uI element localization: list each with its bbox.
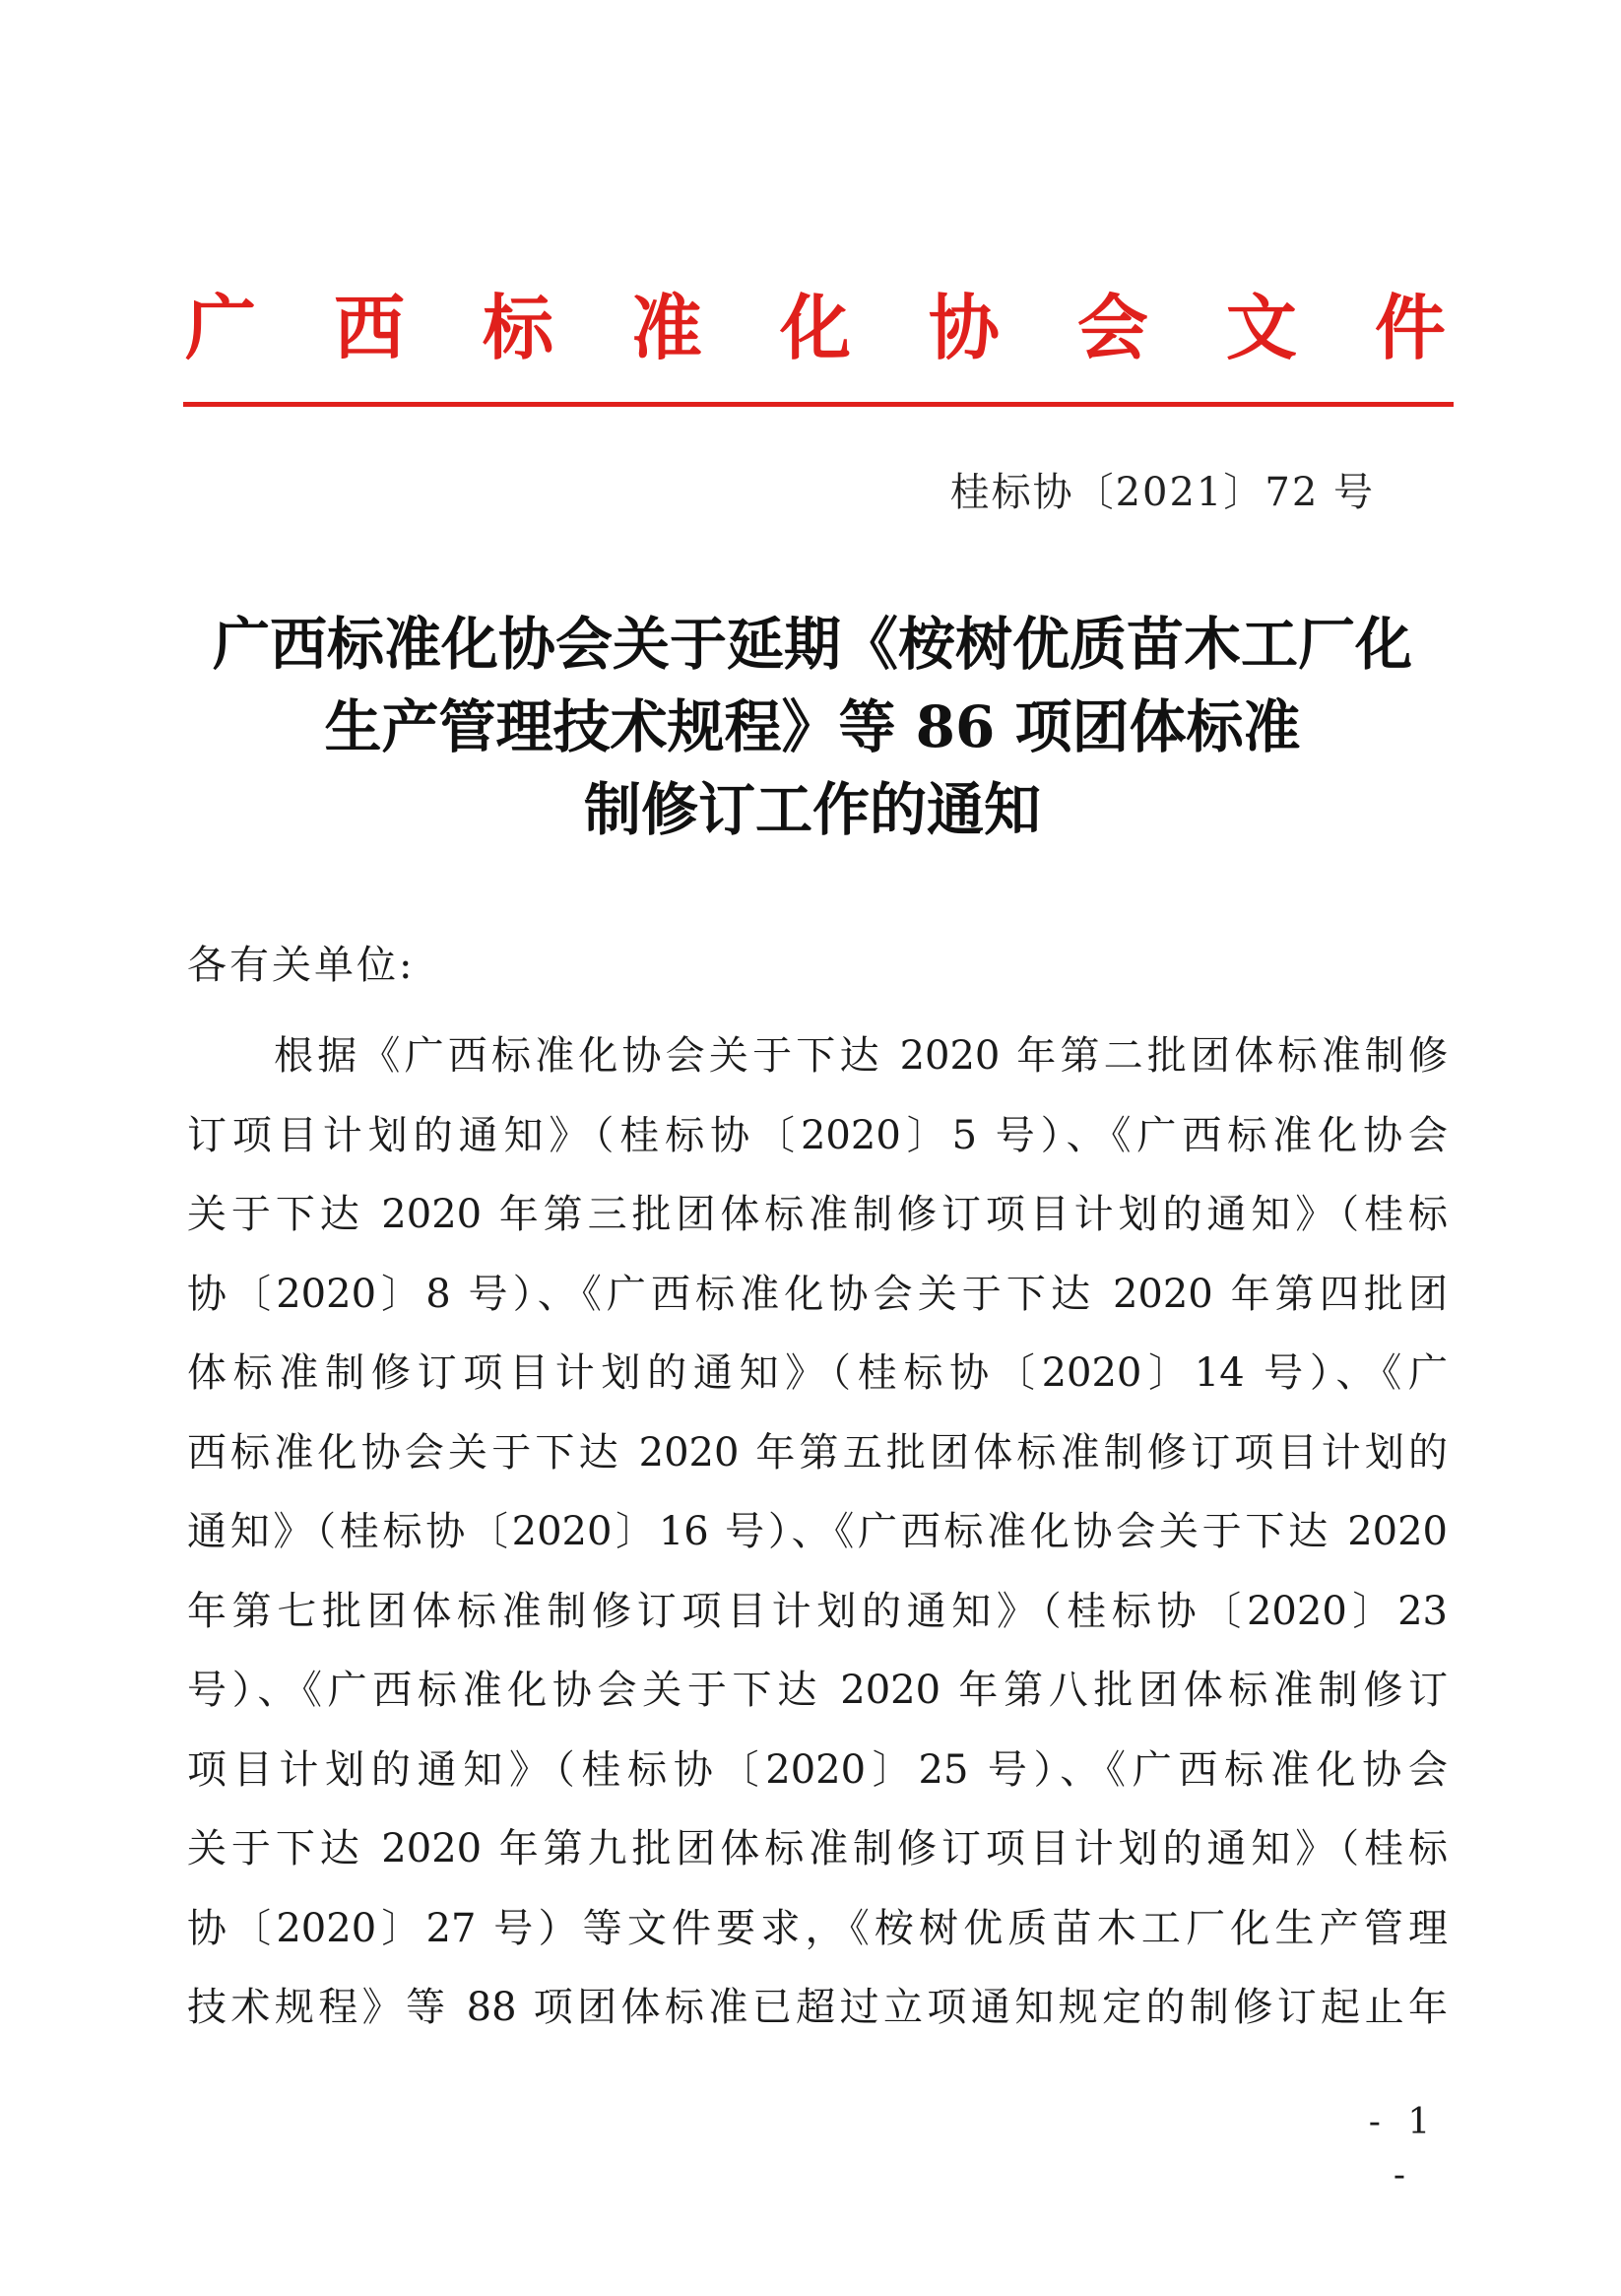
header-red-rule bbox=[183, 402, 1454, 407]
header-char: 标 bbox=[482, 287, 553, 369]
body-line: 号）、《广西标准化协会关于下达 2020 年第八批团体标准制修订 bbox=[187, 1668, 1448, 1713]
salutation: 各有关单位: bbox=[187, 943, 416, 988]
body-line: 协〔2020〕27 号）等文件要求，《桉树优质苗木工厂化生产管理 bbox=[187, 1905, 1448, 1951]
document-number: 桂标协〔2021〕72 号 bbox=[949, 470, 1375, 515]
header-char: 件 bbox=[1374, 287, 1446, 369]
body-line: 通知》（桂标协〔2020〕16 号）、《广西标准化协会关于下达 2020 bbox=[187, 1509, 1448, 1554]
document-title bbox=[148, 603, 1477, 851]
body-line: 西标准化协会关于下达 2020 年第五批团体标准制修订项目计划的 bbox=[187, 1429, 1448, 1476]
body-line: 年第七批团体标准制修订项目计划的通知》（桂标协〔2020〕23 bbox=[187, 1588, 1448, 1634]
body-line: 项目计划的通知》（桂标协〔2020〕25 号）、《广西标准化协会 bbox=[187, 1746, 1448, 1793]
page-number: - 1 - bbox=[1368, 2102, 1439, 2196]
document-header-title bbox=[185, 284, 1446, 372]
header-char: 西 bbox=[333, 287, 405, 369]
body-line: 关于下达 2020 年第九批团体标准制修订项目计划的通知》（桂标 bbox=[187, 1826, 1448, 1871]
body-line: 技术规程》等 88 项团体标准已超过立项通知规定的制修订起止年 bbox=[187, 1985, 1448, 2030]
title-line: 广西标准化协会关于延期《桉树优质苗木工厂化 bbox=[212, 611, 1412, 678]
header-char: 准 bbox=[630, 287, 702, 369]
header-char: 文 bbox=[1225, 287, 1297, 369]
body-line: 根据《广西标准化协会关于下达 2020 年第二批团体标准制修 bbox=[274, 1033, 1448, 1079]
title-line: 生产管理技术规程》等 86 项团体标准 bbox=[324, 693, 1301, 760]
body-paragraph bbox=[187, 1017, 1448, 2048]
body-line: 订项目计划的通知》（桂标协〔2020〕5 号）、《广西标准化协会 bbox=[187, 1112, 1448, 1158]
header-char: 化 bbox=[779, 287, 851, 369]
header-char: 广 bbox=[185, 287, 257, 369]
title-line: 制修订工作的通知 bbox=[583, 776, 1041, 843]
header-char: 协 bbox=[928, 287, 1000, 369]
body-line: 关于下达 2020 年第三批团体标准制修订项目计划的通知》（桂标 bbox=[187, 1192, 1448, 1237]
header-char: 会 bbox=[1076, 287, 1148, 369]
body-line: 协〔2020〕8 号）、《广西标准化协会关于下达 2020 年第四批团 bbox=[187, 1271, 1448, 1317]
body-line: 体标准制修订项目计划的通知》（桂标协〔2020〕14 号）、《广 bbox=[187, 1350, 1448, 1396]
